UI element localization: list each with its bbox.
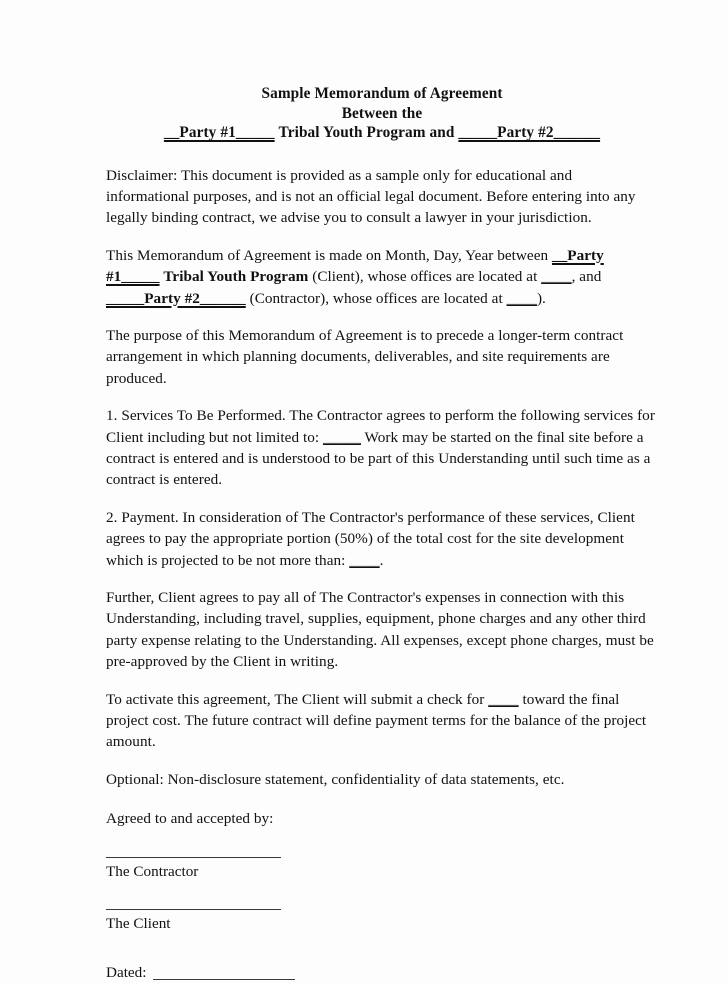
intro-blank-offices-1: ____ (541, 268, 572, 286)
intro-text-part-6: ). (536, 289, 546, 307)
spacer (106, 753, 658, 769)
dated-row (106, 962, 658, 983)
dated-label: Dated: (106, 963, 147, 981)
signature-label-contractor: The Contractor (106, 862, 199, 880)
spacer (106, 143, 658, 165)
optional-paragraph: Optional: Non-disclosure statement, confidentiality of data statements, etc. (106, 770, 565, 788)
intro-field-party-2: _____Party #2______ (106, 289, 246, 307)
section-1-text-part-1: 1. Services To Be Performed. The Contractor agrees to perform the following services for Client including but not limited to: (106, 407, 655, 446)
spacer (106, 571, 658, 587)
purpose-paragraph: The purpose of this Memorandum of Agreement is to precede a longer-term contract arrangement in which planning documents, deliverables, and site requirements are produced. (106, 326, 624, 387)
section-2-blank: ____ (349, 551, 380, 569)
document-title-block (106, 84, 658, 143)
title-line-2: Between the (341, 104, 423, 122)
agreement-intro-paragraph (106, 245, 658, 309)
intro-field-party-1: __Party #1_____ (106, 246, 604, 286)
spacer (106, 229, 658, 245)
signature-line-client[interactable] (106, 909, 281, 910)
section-2-text-part-2: . (379, 551, 384, 569)
intro-text-part-1: This Memorandum of Agreement is made on Month, Day, Year between (106, 246, 552, 264)
spacer (106, 491, 658, 507)
title-line-3 (106, 123, 658, 143)
intro-text-part-3: (Client), whose offices are located at (308, 268, 542, 286)
activation-text-part-1: To activate this agreement, The Client will submit a check for (106, 690, 489, 708)
disclaimer-paragraph: Disclaimer: This document is provided as a sample only for educational and informational purposes, and is not an official legal document. Before entering into any legally binding contract, we advise you to consult a lawyer in your jurisdiction. (106, 166, 636, 227)
agreed-heading: Agreed to and accepted by: (106, 810, 274, 828)
spacer (106, 309, 658, 325)
intro-text-part-4: , and (571, 268, 602, 286)
expenses-paragraph: Further, Client agrees to pay all of The Contractor's expenses in connection with this Understanding, including travel, supplies, equipment, phone charges and any other third party expense relating to the Understanding. All expenses, except phone charges, must be pre-approved by the Client in writing. (106, 589, 654, 671)
title-field-party-2: _____Party #2______ (458, 124, 601, 141)
document-body (106, 84, 658, 983)
spacer (106, 673, 658, 689)
section-1-blank: _____ (323, 428, 361, 446)
spacer (106, 790, 658, 808)
signature-block (106, 857, 658, 983)
title-line-1: Sample Memorandum of Agreement (261, 85, 503, 102)
dated-line[interactable] (153, 979, 295, 980)
signature-line-contractor[interactable] (106, 857, 281, 858)
activation-text-part-2: toward the final project cost. The future contract will define payment terms for the balance of the project amount. (106, 690, 647, 751)
intro-program-name: Tribal Youth Program (163, 268, 309, 286)
activation-blank-check-amount: ____ (488, 690, 519, 708)
section-2-payment-paragraph (106, 507, 658, 571)
spacer (106, 389, 658, 405)
section-2-text-part-1: 2. Payment. In consideration of The Contractor's performance of these services, Client agrees to pay the appropriate portion (50%) of the total cost for the site development which is projected to be not more than: (106, 508, 635, 569)
intro-text-part-5: (Contractor), whose offices are located at (245, 289, 507, 307)
title-program-name: Tribal Youth Program and (278, 124, 455, 141)
section-1-services-paragraph (106, 405, 658, 491)
section-1-text-part-2: Work may be started on the final site before a contract is entered and is understood to be part of this Understanding until such time as a contract is entered. (106, 428, 651, 489)
signature-label-client: The Client (106, 914, 171, 932)
intro-blank-offices-2: ____ (506, 289, 537, 307)
activation-paragraph (106, 689, 658, 753)
title-field-party-1: __Party #1_____ (163, 124, 275, 141)
